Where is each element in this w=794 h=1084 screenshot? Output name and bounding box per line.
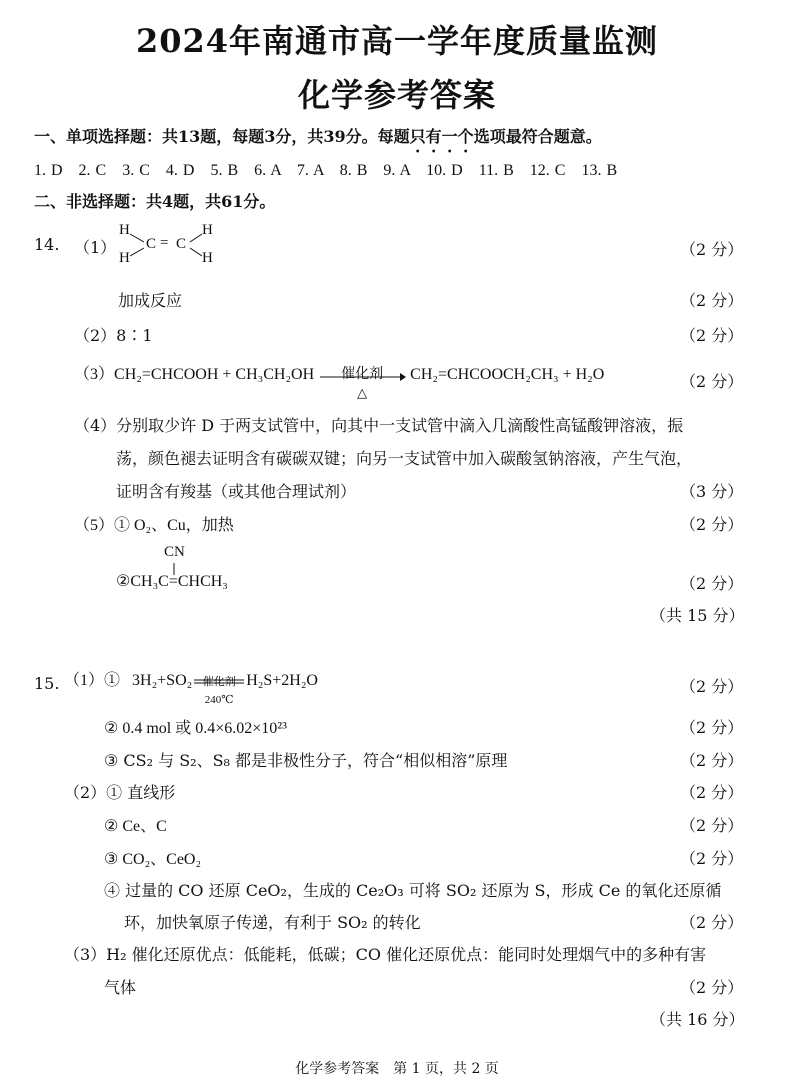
q15-p3-line2: 气体: [104, 978, 137, 997]
ethylene-structure: [116, 220, 226, 270]
ethylene-double-bond: =: [160, 235, 169, 251]
score-q15-p1-1: （2 分）: [680, 677, 744, 696]
q15-p3-line1: （3）H₂ 催化还原优点：低能耗，低碳；CO 催化还原优点：能同时处理烟气中的多种有害: [64, 945, 707, 964]
ethylene-h3: H: [202, 222, 213, 238]
score-q14-p5a: （2 分）: [680, 515, 744, 534]
q14-p5-line1: （5）① O₂、Cu，加热: [74, 517, 234, 534]
ethylene-c1: C: [146, 236, 157, 252]
ethylene-h1: H: [119, 222, 130, 238]
score-q15-p2-2: （2 分）: [680, 816, 744, 835]
q15-p2-3: ③ CO₂、CeO₂: [104, 851, 202, 868]
score-q15-p2-4: （2 分）: [680, 913, 744, 932]
q14-number: 14.: [34, 235, 60, 254]
q15-p1-1-equation: [64, 664, 318, 707]
q14-p1-answer2: 加成反应: [118, 291, 183, 310]
section1-heading-emphasis: 只有一个: [409, 127, 474, 146]
q14-p4-line1: （4）分别取少许 D 于两支试管中，向其中一支试管中滴入几滴酸性高锰酸钾溶液，振: [74, 416, 684, 435]
q15-p2-2: ② Ce、C: [104, 818, 167, 835]
document-title-line2: 化学参考答案: [297, 76, 496, 114]
ethylene-h2: H: [119, 250, 130, 266]
q14-p4-line3: 证明含有羧基（或其他合理试剂）: [116, 482, 357, 501]
score-q15-p1-2: （2 分）: [680, 718, 744, 737]
section1-heading-text: 一、单项选择题：共13题，每题3分，共39分。每题: [34, 127, 410, 146]
q15-p2-1: （2）① 直线形: [64, 783, 176, 802]
q14-total: （共 15 分）: [650, 606, 745, 625]
q15-total: （共 16 分）: [650, 1010, 745, 1029]
document-title-line1: 2024年南通市高一学年度质量监测: [135, 22, 659, 60]
score-q15-p3: （2 分）: [680, 978, 744, 997]
q15-p1-1-products: H₂S+2H₂O: [246, 672, 318, 689]
heat-condition: △: [357, 385, 368, 401]
q15-p2-4-line2: 环，加快氧原子传递，有利于 SO₂ 的转化: [124, 913, 421, 932]
q15-temperature-label: 240℃: [204, 694, 234, 707]
q14-p1-label: （1）: [74, 238, 117, 257]
q14-p3-equation: [74, 360, 605, 401]
score-q14-p2: （2 分）: [680, 326, 744, 345]
section1-heading: [34, 124, 602, 156]
section2-heading: 二、非选择题：共4题，共61分。: [34, 192, 276, 211]
catalyst-label: 催化剂: [341, 367, 384, 383]
reaction-arrow: [318, 360, 406, 401]
score-q14-p1b: （2 分）: [680, 291, 744, 310]
section1-answers: 1. D 2. C 3. C 4. D 5. B 6. A 7. A 8. B 9. A 10. D 11. B 12. C 13. B: [34, 162, 618, 179]
q15-p1-2: ② 0.4 mol 或 0.4×6.02×10²³: [104, 720, 287, 737]
cyano-group: CN: [164, 544, 185, 560]
q14-p3-products: CH₂=CHCOOCH₂CH₃ + H₂O: [410, 366, 605, 383]
ethylene-h4: H: [202, 250, 213, 266]
score-q14-p1a: （2 分）: [680, 240, 744, 259]
page-footer: 化学参考答案 第 1 页，共 2 页: [295, 1061, 499, 1077]
q14-p2: （2）8∶1: [74, 326, 153, 345]
q15-number: 15.: [34, 674, 60, 693]
score-q15-p2-3: （2 分）: [680, 849, 744, 868]
score-q15-p2-1: （2 分）: [680, 783, 744, 802]
score-q14-p3: （2 分）: [680, 372, 744, 391]
score-q14-p4: （3 分）: [680, 482, 744, 501]
q15-catalyst-label: 催化剂: [202, 676, 236, 689]
section1-heading-tail: 选项最符合题意。: [473, 127, 602, 146]
q14-p5-line2: ②CH₃C=CHCH₃: [116, 573, 228, 590]
q15-p1-3: ③ CS₂ 与 S₂、S₈ 都是非极性分子，符合“相似相溶”原理: [104, 751, 508, 770]
q14-p3-label: （3）: [74, 366, 115, 383]
ethylene-c2: C: [176, 236, 187, 252]
score-q15-p1-3: （2 分）: [680, 751, 744, 770]
score-q14-p5b: （2 分）: [680, 574, 744, 593]
q15-p1-1-label: （1）①: [64, 672, 121, 689]
q15-p2-4-line1: ④ 过量的 CO 还原 CeO₂，生成的 Ce₂O₃ 可将 SO₂ 还原为 S，形成 Ce 的氧化还原循: [104, 881, 722, 900]
q15-p1-1-reactants: 3H₂+SO₂: [132, 672, 193, 689]
q14-p3-reactants: CH₂=CHCOOH + CH₃CH₂OH: [114, 366, 315, 383]
equilibrium-sign: [192, 665, 246, 707]
q14-p4-line2: 荡，颜色褪去证明含有碳碳双键；向另一支试管中加入碳酸氢钠溶液，产生气泡，: [116, 449, 693, 468]
